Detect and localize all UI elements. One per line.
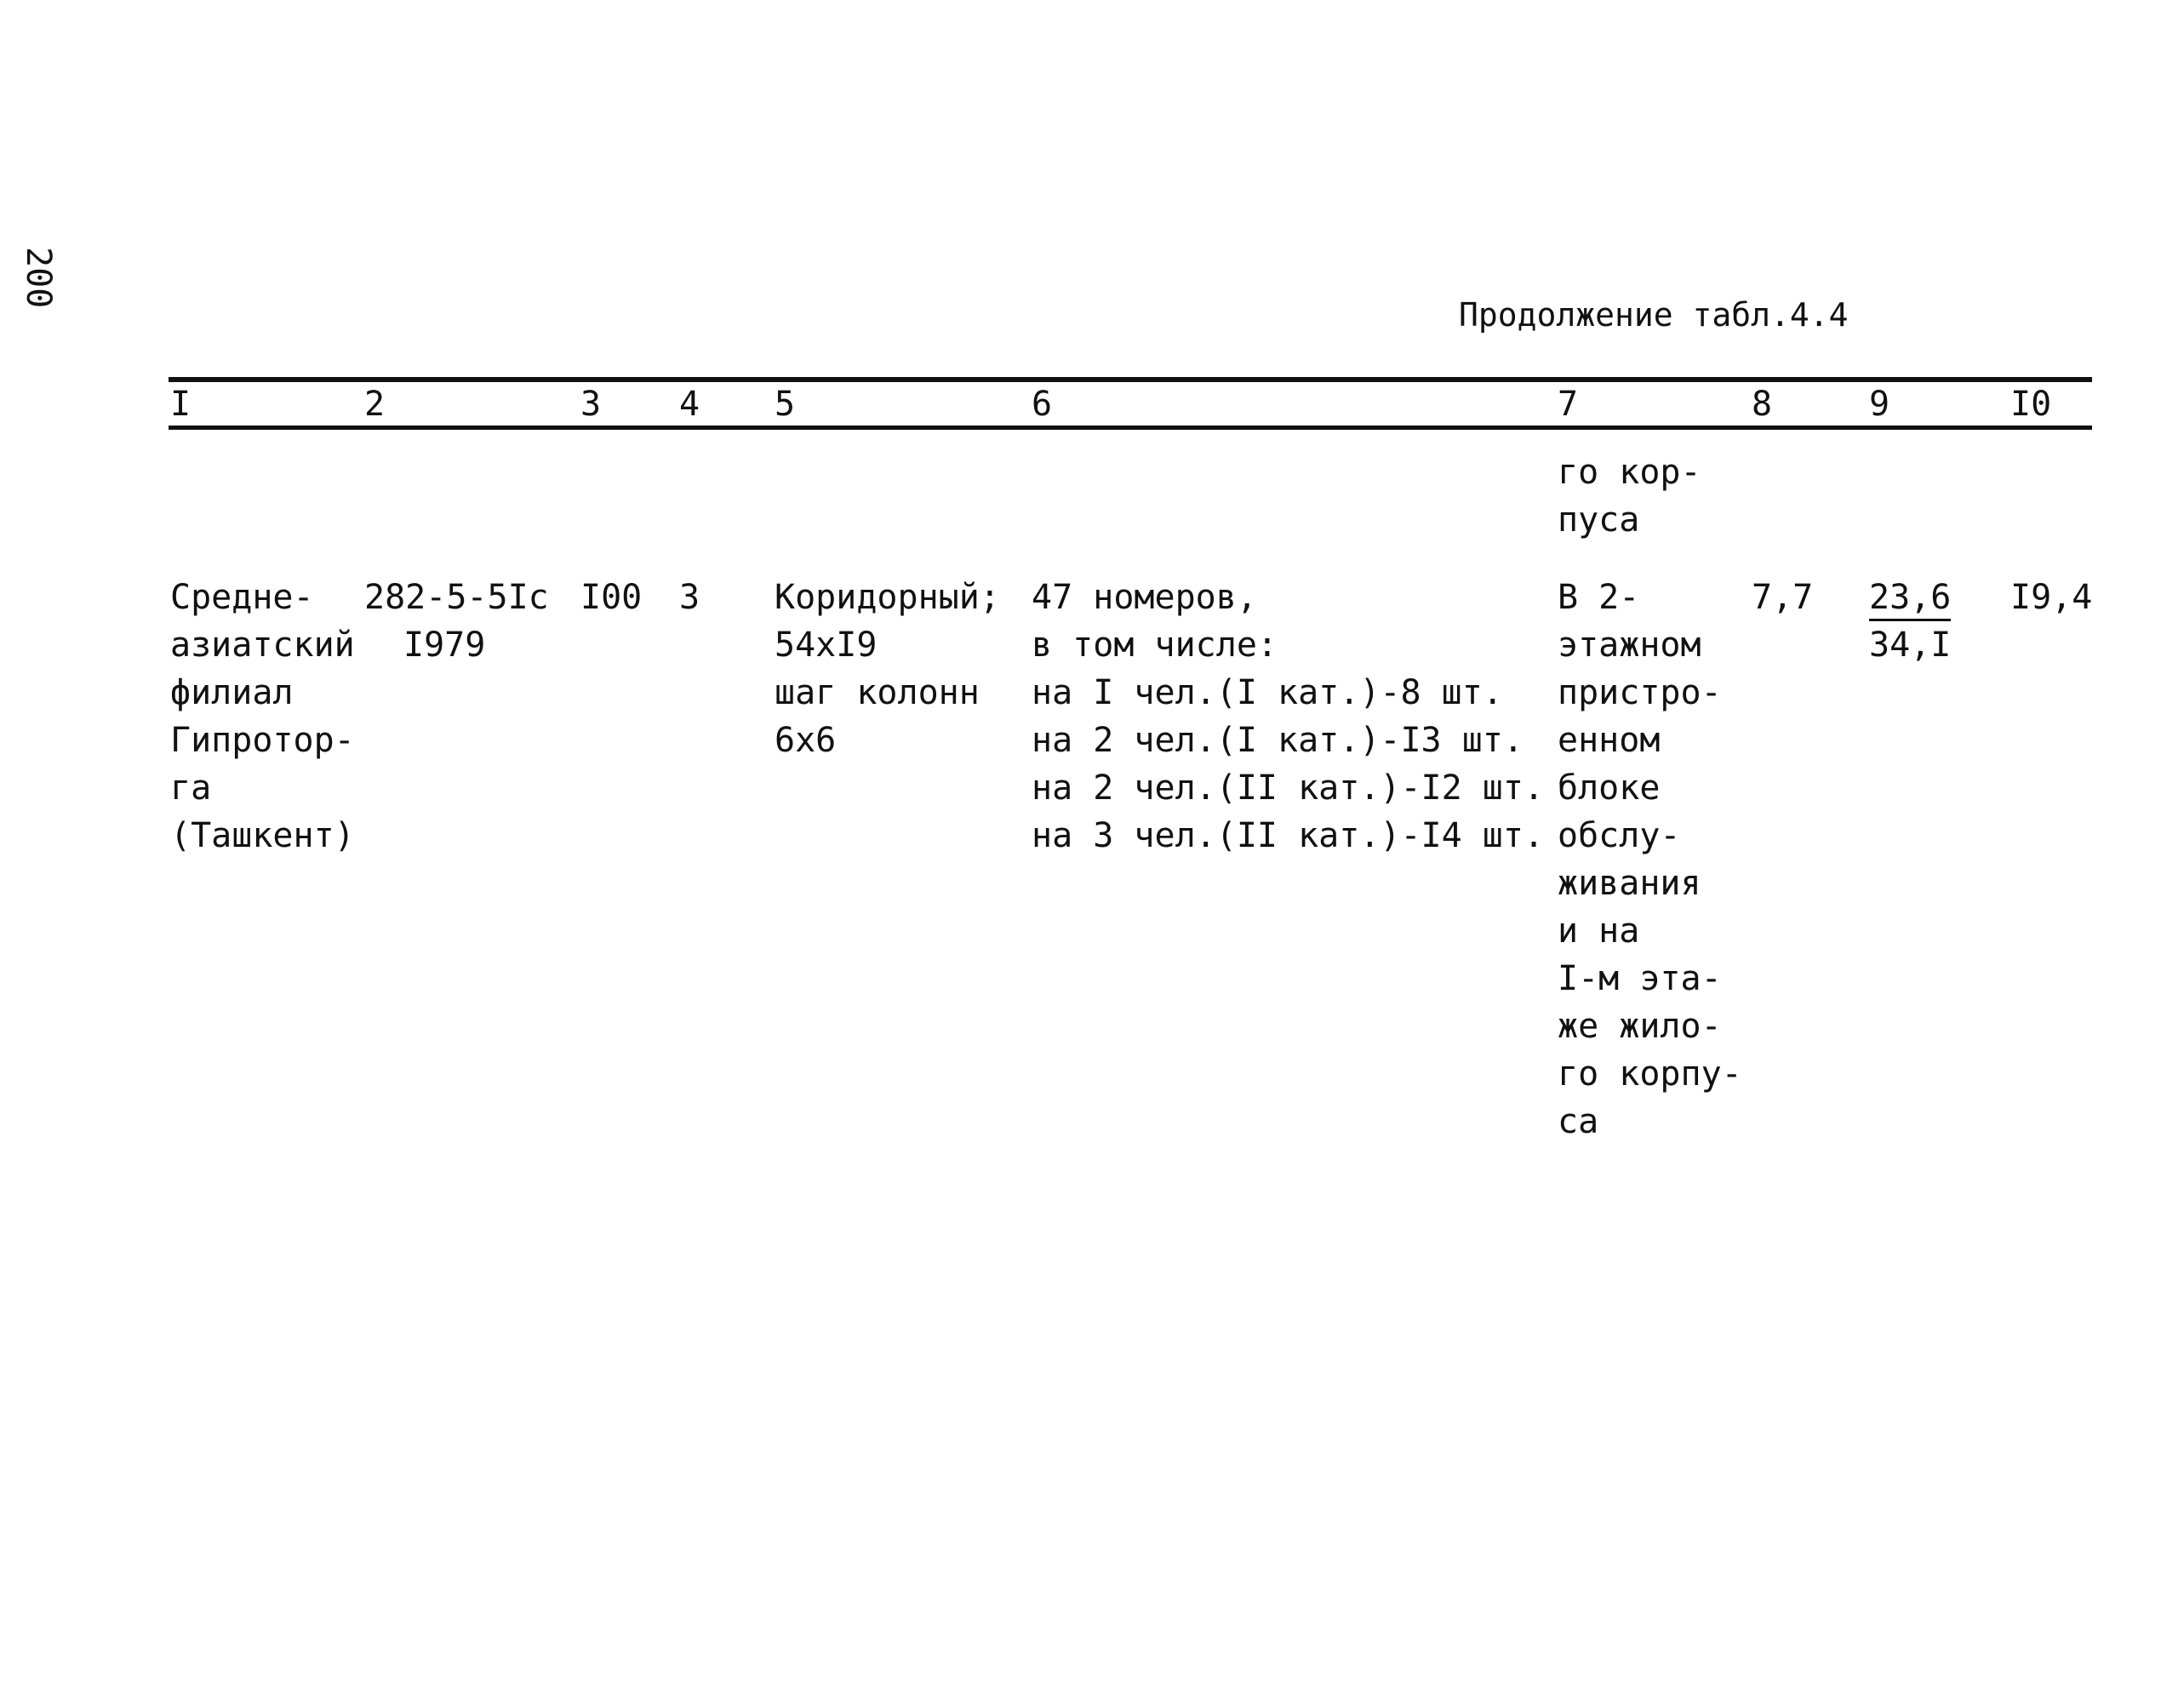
cell-col3: I00 bbox=[580, 578, 643, 617]
table-header-rule bbox=[169, 426, 2092, 430]
cell-col10: I9,4 bbox=[2010, 578, 2093, 617]
continuation-cell-col7 bbox=[1558, 448, 1701, 544]
cell-line: этажном bbox=[1558, 626, 1701, 665]
cell-line: и на bbox=[1558, 911, 1640, 951]
cell-line: филиал bbox=[170, 673, 294, 712]
cell-planning-type bbox=[775, 574, 1000, 764]
cell-col8: 7,7 bbox=[1752, 578, 1814, 617]
cell-line: на 3 чел.(II кат.)-I4 шт. bbox=[1032, 816, 1545, 855]
cell-line: Гипротор- bbox=[170, 721, 355, 760]
cell-line: 282-5-5Iс bbox=[364, 578, 549, 617]
continuation-line: го кор- bbox=[1558, 453, 1701, 492]
cell-line: обслу- bbox=[1558, 816, 1681, 855]
cell-line: В 2- bbox=[1558, 578, 1640, 617]
cell-line: на 2 чел.(II кат.)-I2 шт. bbox=[1032, 768, 1545, 808]
column-header-5: 5 bbox=[775, 385, 796, 424]
cell-line: I979 bbox=[403, 626, 486, 665]
table-caption: Продолжение табл.4.4 bbox=[1459, 296, 1849, 334]
column-header-6: 6 bbox=[1032, 385, 1053, 424]
cell-organization bbox=[170, 574, 355, 860]
cell-line: блоке bbox=[1558, 768, 1661, 808]
cell-line: I-м эта- bbox=[1558, 959, 1722, 998]
column-header-10: I0 bbox=[2010, 385, 2052, 424]
cell-line: Коридорный; bbox=[775, 578, 1000, 617]
cell-line: азиатский bbox=[170, 626, 355, 665]
cell-col9-fraction bbox=[1869, 574, 1951, 669]
cell-line: га bbox=[170, 768, 212, 808]
cell-line: пристро- bbox=[1558, 673, 1722, 712]
cell-line: же жило- bbox=[1558, 1007, 1722, 1046]
cell-line: енном bbox=[1558, 721, 1661, 760]
column-header-7: 7 bbox=[1558, 385, 1579, 424]
fraction-denominator: 34,I bbox=[1869, 626, 1952, 665]
cell-line: шаг колонн bbox=[775, 673, 980, 712]
cell-line: Средне- bbox=[170, 578, 314, 617]
column-header-3: 3 bbox=[580, 385, 602, 424]
cell-line: го корпу- bbox=[1558, 1054, 1742, 1094]
cell-line: на I чел.(I кат.)-8 шт. bbox=[1032, 673, 1503, 712]
page-number: 200 bbox=[19, 247, 58, 309]
column-header-1: I bbox=[170, 385, 192, 424]
cell-line: в том числе: bbox=[1032, 626, 1278, 665]
cell-col4: 3 bbox=[679, 578, 700, 617]
cell-line: 54хI9 bbox=[775, 626, 878, 665]
table-top-rule bbox=[169, 377, 2092, 382]
cell-project-code bbox=[364, 574, 549, 669]
cell-rooms bbox=[1032, 574, 1544, 860]
cell-location bbox=[1558, 574, 1742, 1145]
continuation-line: пуса bbox=[1558, 500, 1640, 540]
cell-line: 6х6 bbox=[775, 721, 837, 760]
cell-line: (Ташкент) bbox=[170, 816, 355, 855]
cell-line: 47 номеров, bbox=[1032, 578, 1257, 617]
column-header-8: 8 bbox=[1752, 385, 1773, 424]
cell-line: на 2 чел.(I кат.)-I3 шт. bbox=[1032, 721, 1524, 760]
column-header-9: 9 bbox=[1869, 385, 1890, 424]
column-header-4: 4 bbox=[679, 385, 700, 424]
cell-line: живания bbox=[1558, 864, 1701, 903]
fraction-numerator: 23,6 bbox=[1869, 576, 1951, 621]
column-header-2: 2 bbox=[364, 385, 386, 424]
cell-line: са bbox=[1558, 1102, 1599, 1141]
